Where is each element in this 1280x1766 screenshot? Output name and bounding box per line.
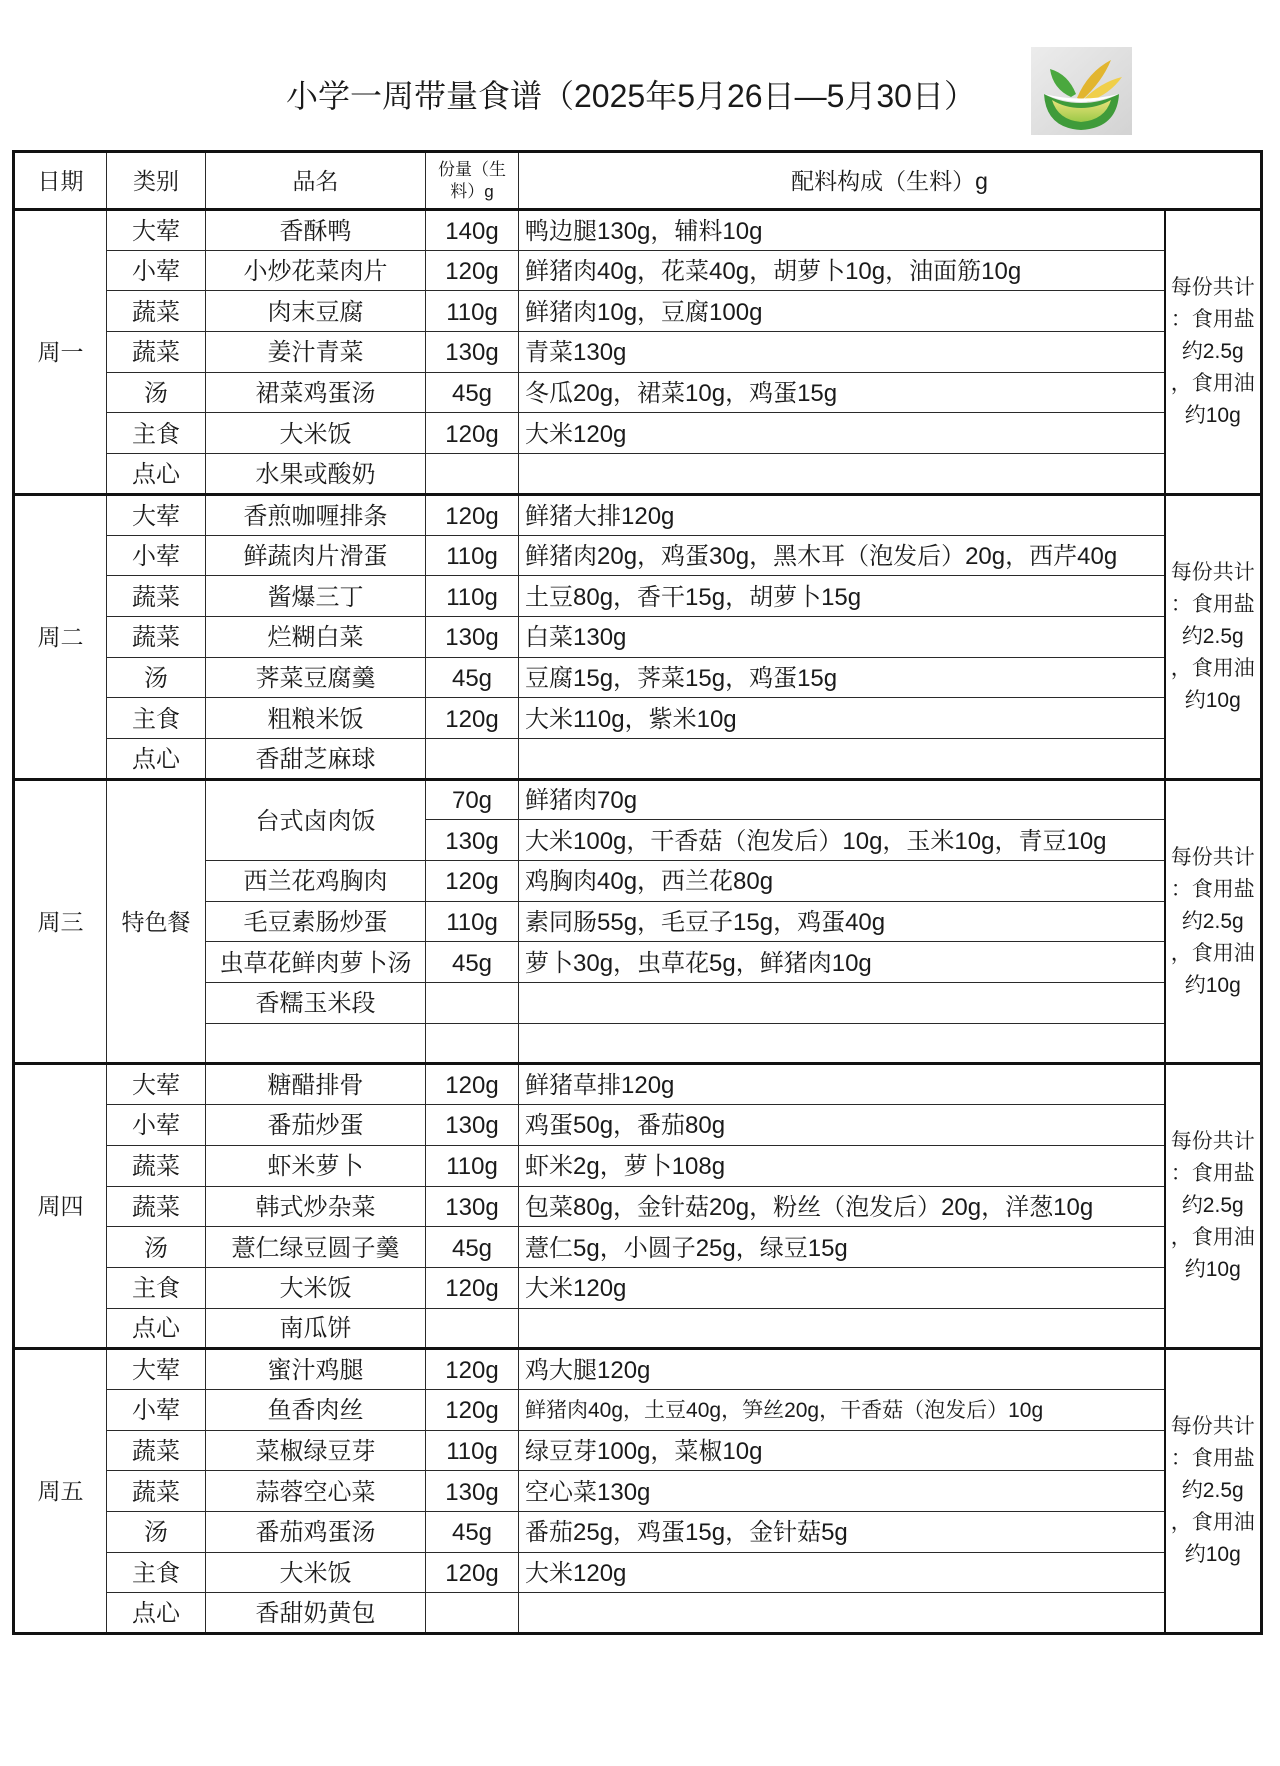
dish-cell: 肉末豆腐: [206, 291, 426, 332]
day-label: 周五: [37, 1478, 84, 1505]
menu-row: [14, 1349, 1262, 1390]
header-portion-line: 份量（生: [438, 159, 506, 179]
menu-row: [14, 657, 1262, 698]
day-label: 周一: [37, 338, 84, 365]
note-line: ：食用盐: [1170, 1447, 1255, 1471]
menu-row: [14, 1186, 1262, 1227]
day-cell: [14, 1349, 107, 1634]
dish-cell: 蜜汁鸡腿: [206, 1349, 426, 1390]
note-line: 约10g: [1184, 973, 1241, 997]
ingredients-cell: 土豆80g，香干15g，胡萝卜15g: [519, 576, 1165, 617]
logo-icon: [1031, 47, 1132, 135]
category-cell: 主食: [107, 1552, 206, 1593]
menu-row: [14, 1389, 1262, 1430]
portion-cell: 110g: [426, 535, 519, 576]
note-line: 每份共计: [1170, 845, 1255, 869]
ingredients-cell: 鲜猪肉10g，豆腐100g: [519, 291, 1165, 332]
header-row: [14, 152, 1262, 210]
note-line: 约2.5g: [1181, 624, 1244, 648]
ingredients-cell: 薏仁5g，小圆子25g，绿豆15g: [519, 1227, 1165, 1268]
category-cell: 特色餐: [107, 779, 206, 1064]
dish-cell: 姜汁青菜: [206, 332, 426, 373]
ingredients-cell: 鲜猪肉40g，土豆40g，笋丝20g，干香菇（泡发后）10g: [519, 1389, 1165, 1430]
portion-cell: 110g: [426, 1430, 519, 1471]
portion-cell: 70g: [426, 779, 519, 820]
category-cell: 蔬菜: [107, 1471, 206, 1512]
ingredients-cell: 青菜130g: [519, 332, 1165, 373]
header-date: 日期: [14, 152, 107, 210]
dish-cell: 韩式炒杂菜: [206, 1186, 426, 1227]
header-dish: 品名: [206, 152, 426, 210]
portion-cell: [426, 738, 519, 779]
nutrition-note-cell: [1165, 1064, 1262, 1349]
ingredients-cell: [519, 738, 1165, 779]
category-cell: 蔬菜: [107, 1430, 206, 1471]
portion-cell: 120g: [426, 861, 519, 902]
menu-row: [14, 616, 1262, 657]
ingredients-cell: 鸡胸肉40g，西兰花80g: [519, 861, 1165, 902]
nutrition-note-cell: [1165, 779, 1262, 1064]
day-cell: [14, 494, 107, 779]
portion-cell: 110g: [426, 291, 519, 332]
portion-cell: 45g: [426, 372, 519, 413]
portion-cell: [426, 1308, 519, 1349]
menu-row: [14, 372, 1262, 413]
ingredients-cell: [519, 454, 1165, 495]
category-cell: 蔬菜: [107, 576, 206, 617]
portion-cell: [426, 1023, 519, 1064]
dish-cell: 西兰花鸡胸肉: [206, 861, 426, 902]
note-line: 约2.5g: [1181, 1479, 1244, 1503]
ingredients-cell: 鸡蛋50g，番茄80g: [519, 1105, 1165, 1146]
note-line: 约2.5g: [1181, 1194, 1244, 1218]
category-cell: 主食: [107, 698, 206, 739]
menu-row: [14, 1267, 1262, 1308]
dish-cell: 大米饭: [206, 1552, 426, 1593]
ingredients-cell: 大米110g，紫米10g: [519, 698, 1165, 739]
portion-cell: 45g: [426, 942, 519, 983]
note-line: 每份共计: [1170, 1130, 1255, 1154]
portion-cell: 110g: [426, 901, 519, 942]
note-line: ，食用油: [1170, 656, 1255, 680]
dish-cell: 荠菜豆腐羹: [206, 657, 426, 698]
dish-cell: 香酥鸭: [206, 210, 426, 251]
dish-cell: 大米饭: [206, 1267, 426, 1308]
ingredients-cell: 鸭边腿130g，辅料10g: [519, 210, 1165, 251]
menu-row: [14, 454, 1262, 495]
dish-cell: 水果或酸奶: [206, 454, 426, 495]
ingredients-cell: 冬瓜20g，裙菜10g，鸡蛋15g: [519, 372, 1165, 413]
dish-cell: [206, 1023, 426, 1064]
category-cell: 大荤: [107, 494, 206, 535]
note-line: ，食用油: [1170, 371, 1255, 395]
menu-row: [14, 1593, 1262, 1634]
note-line: ：食用盐: [1170, 877, 1255, 901]
dish-cell: 薏仁绿豆圆子羹: [206, 1227, 426, 1268]
category-cell: 蔬菜: [107, 332, 206, 373]
dish-cell: 南瓜饼: [206, 1308, 426, 1349]
category-cell: 蔬菜: [107, 616, 206, 657]
dish-cell: 糖醋排骨: [206, 1064, 426, 1105]
menu-row: [14, 1512, 1262, 1553]
dish-cell: 菜椒绿豆芽: [206, 1430, 426, 1471]
menu-row: [14, 1105, 1262, 1146]
dish-cell: 香煎咖喱排条: [206, 494, 426, 535]
menu-row: [14, 332, 1262, 373]
portion-cell: 120g: [426, 1389, 519, 1430]
portion-cell: 130g: [426, 332, 519, 373]
ingredients-cell: 包菜80g，金针菇20g，粉丝（泡发后）20g，洋葱10g: [519, 1186, 1165, 1227]
ingredients-cell: 鲜猪大排120g: [519, 494, 1165, 535]
category-cell: 小荤: [107, 250, 206, 291]
portion-cell: 130g: [426, 1186, 519, 1227]
category-cell: 汤: [107, 1512, 206, 1553]
menu-row: [14, 576, 1262, 617]
portion-cell: 120g: [426, 494, 519, 535]
header-ingredients: 配料构成（生料）g: [519, 152, 1262, 210]
day-cell: [14, 1064, 107, 1349]
dish-cell: 小炒花菜肉片: [206, 250, 426, 291]
portion-cell: 130g: [426, 616, 519, 657]
portion-cell: 120g: [426, 698, 519, 739]
note-line: 约2.5g: [1181, 909, 1244, 933]
portion-cell: 120g: [426, 1552, 519, 1593]
day-label: 周三: [37, 908, 84, 935]
dish-cell: 香糯玉米段: [206, 983, 426, 1024]
menu-row: [14, 1552, 1262, 1593]
menu-row: [14, 413, 1262, 454]
dish-cell: 酱爆三丁: [206, 576, 426, 617]
day-cell: [14, 210, 107, 495]
portion-cell: 45g: [426, 1512, 519, 1553]
category-cell: 蔬菜: [107, 291, 206, 332]
ingredients-cell: 鲜猪草排120g: [519, 1064, 1165, 1105]
menu-row: [14, 779, 1262, 820]
dish-cell: 鱼香肉丝: [206, 1389, 426, 1430]
category-cell: 汤: [107, 1227, 206, 1268]
ingredients-cell: 鲜猪肉70g: [519, 779, 1165, 820]
portion-cell: 120g: [426, 1267, 519, 1308]
menu-row: [14, 1308, 1262, 1349]
portion-cell: 110g: [426, 576, 519, 617]
ingredients-cell: [519, 983, 1165, 1024]
portion-cell: 120g: [426, 1064, 519, 1105]
note-line: 约10g: [1184, 1258, 1241, 1282]
category-cell: 小荤: [107, 1105, 206, 1146]
ingredients-cell: 素同肠55g，毛豆子15g，鸡蛋40g: [519, 901, 1165, 942]
category-cell: 点心: [107, 454, 206, 495]
note-line: 约10g: [1184, 1543, 1241, 1567]
menu-row: [14, 291, 1262, 332]
category-cell: 主食: [107, 1267, 206, 1308]
ingredients-cell: [519, 1308, 1165, 1349]
dish-cell: 蒜蓉空心菜: [206, 1471, 426, 1512]
note-line: 每份共计: [1170, 275, 1255, 299]
ingredients-cell: 豆腐15g，荠菜15g，鸡蛋15g: [519, 657, 1165, 698]
menu-row: [14, 250, 1262, 291]
portion-cell: 120g: [426, 413, 519, 454]
ingredients-cell: 白菜130g: [519, 616, 1165, 657]
dish-cell: 烂糊白菜: [206, 616, 426, 657]
menu-row: [14, 494, 1262, 535]
note-line: 约10g: [1184, 403, 1241, 427]
ingredients-cell: 鲜猪肉20g，鸡蛋30g，黑木耳（泡发后）20g，西芹40g: [519, 535, 1165, 576]
nutrition-note-cell: [1165, 1349, 1262, 1634]
portion-cell: 130g: [426, 1471, 519, 1512]
day-cell: [14, 779, 107, 1064]
dish-cell: 虾米萝卜: [206, 1145, 426, 1186]
portion-cell: [426, 983, 519, 1024]
note-line: ，食用油: [1170, 941, 1255, 965]
category-cell: 小荤: [107, 535, 206, 576]
category-cell: 大荤: [107, 210, 206, 251]
ingredients-cell: 大米120g: [519, 1267, 1165, 1308]
menu-row: [14, 698, 1262, 739]
portion-cell: 130g: [426, 820, 519, 861]
portion-cell: [426, 454, 519, 495]
note-line: 约2.5g: [1181, 339, 1244, 363]
note-line: 约10g: [1184, 688, 1241, 712]
header-portion: [426, 152, 519, 210]
header-category: 类别: [107, 152, 206, 210]
bowl-with-leaves-logo: [1031, 47, 1132, 135]
ingredients-cell: 鲜猪肉40g，花菜40g，胡萝卜10g，油面筋10g: [519, 250, 1165, 291]
category-cell: 大荤: [107, 1064, 206, 1105]
nutrition-note-cell: [1165, 494, 1262, 779]
dish-cell: 台式卤肉饭: [206, 779, 426, 860]
dish-cell: 粗粮米饭: [206, 698, 426, 739]
category-cell: 蔬菜: [107, 1186, 206, 1227]
dish-cell: 香甜芝麻球: [206, 738, 426, 779]
category-cell: 小荤: [107, 1389, 206, 1430]
category-cell: 汤: [107, 372, 206, 413]
menu-row: [14, 1145, 1262, 1186]
ingredients-cell: 鸡大腿120g: [519, 1349, 1165, 1390]
category-cell: 点心: [107, 738, 206, 779]
dish-cell: 番茄鸡蛋汤: [206, 1512, 426, 1553]
ingredients-cell: 虾米2g，萝卜108g: [519, 1145, 1165, 1186]
category-cell: 点心: [107, 1593, 206, 1634]
menu-row: [14, 738, 1262, 779]
portion-cell: 110g: [426, 1145, 519, 1186]
menu-row: [14, 1227, 1262, 1268]
note-line: 每份共计: [1170, 1415, 1255, 1439]
note-line: ，食用油: [1170, 1511, 1255, 1535]
portion-cell: [426, 1593, 519, 1634]
ingredients-cell: 番茄25g，鸡蛋15g，金针菇5g: [519, 1512, 1165, 1553]
ingredients-cell: 空心菜130g: [519, 1471, 1165, 1512]
portion-cell: 130g: [426, 1105, 519, 1146]
note-line: ：食用盐: [1170, 592, 1255, 616]
category-cell: 点心: [107, 1308, 206, 1349]
ingredients-cell: [519, 1593, 1165, 1634]
nutrition-note-cell: [1165, 210, 1262, 495]
dish-cell: 鲜蔬肉片滑蛋: [206, 535, 426, 576]
dish-cell: 毛豆素肠炒蛋: [206, 901, 426, 942]
ingredients-cell: 萝卜30g，虫草花5g，鲜猪肉10g: [519, 942, 1165, 983]
ingredients-cell: [519, 1023, 1165, 1064]
menu-row: [14, 210, 1262, 251]
menu-row: [14, 1064, 1262, 1105]
menu-row: [14, 1471, 1262, 1512]
menu-row: [14, 535, 1262, 576]
ingredients-cell: 大米100g，干香菇（泡发后）10g，玉米10g，青豆10g: [519, 820, 1165, 861]
day-label: 周二: [37, 623, 84, 650]
ingredients-cell: 大米120g: [519, 413, 1165, 454]
portion-cell: 45g: [426, 1227, 519, 1268]
note-line: ，食用油: [1170, 1226, 1255, 1250]
dish-cell: 裙菜鸡蛋汤: [206, 372, 426, 413]
dish-cell: 番茄炒蛋: [206, 1105, 426, 1146]
portion-cell: 45g: [426, 657, 519, 698]
note-line: ：食用盐: [1170, 1162, 1255, 1186]
note-line: ：食用盐: [1170, 307, 1255, 331]
page-title: 小学一周带量食谱（2025年5月26日—5月30日）: [286, 78, 976, 114]
header-portion-line: 料）g: [450, 181, 494, 201]
portion-cell: 120g: [426, 1349, 519, 1390]
ingredients-cell: 绿豆芽100g，菜椒10g: [519, 1430, 1165, 1471]
dish-cell: 香甜奶黄包: [206, 1593, 426, 1634]
dish-cell: 大米饭: [206, 413, 426, 454]
ingredients-cell: 大米120g: [519, 1552, 1165, 1593]
category-cell: 汤: [107, 657, 206, 698]
weekly-menu-table: [12, 150, 1263, 1635]
menu-row: [14, 1430, 1262, 1471]
day-label: 周四: [37, 1193, 84, 1220]
portion-cell: 140g: [426, 210, 519, 251]
portion-cell: 120g: [426, 250, 519, 291]
category-cell: 蔬菜: [107, 1145, 206, 1186]
category-cell: 主食: [107, 413, 206, 454]
note-line: 每份共计: [1170, 560, 1255, 584]
dish-cell: 虫草花鲜肉萝卜汤: [206, 942, 426, 983]
category-cell: 大荤: [107, 1349, 206, 1390]
